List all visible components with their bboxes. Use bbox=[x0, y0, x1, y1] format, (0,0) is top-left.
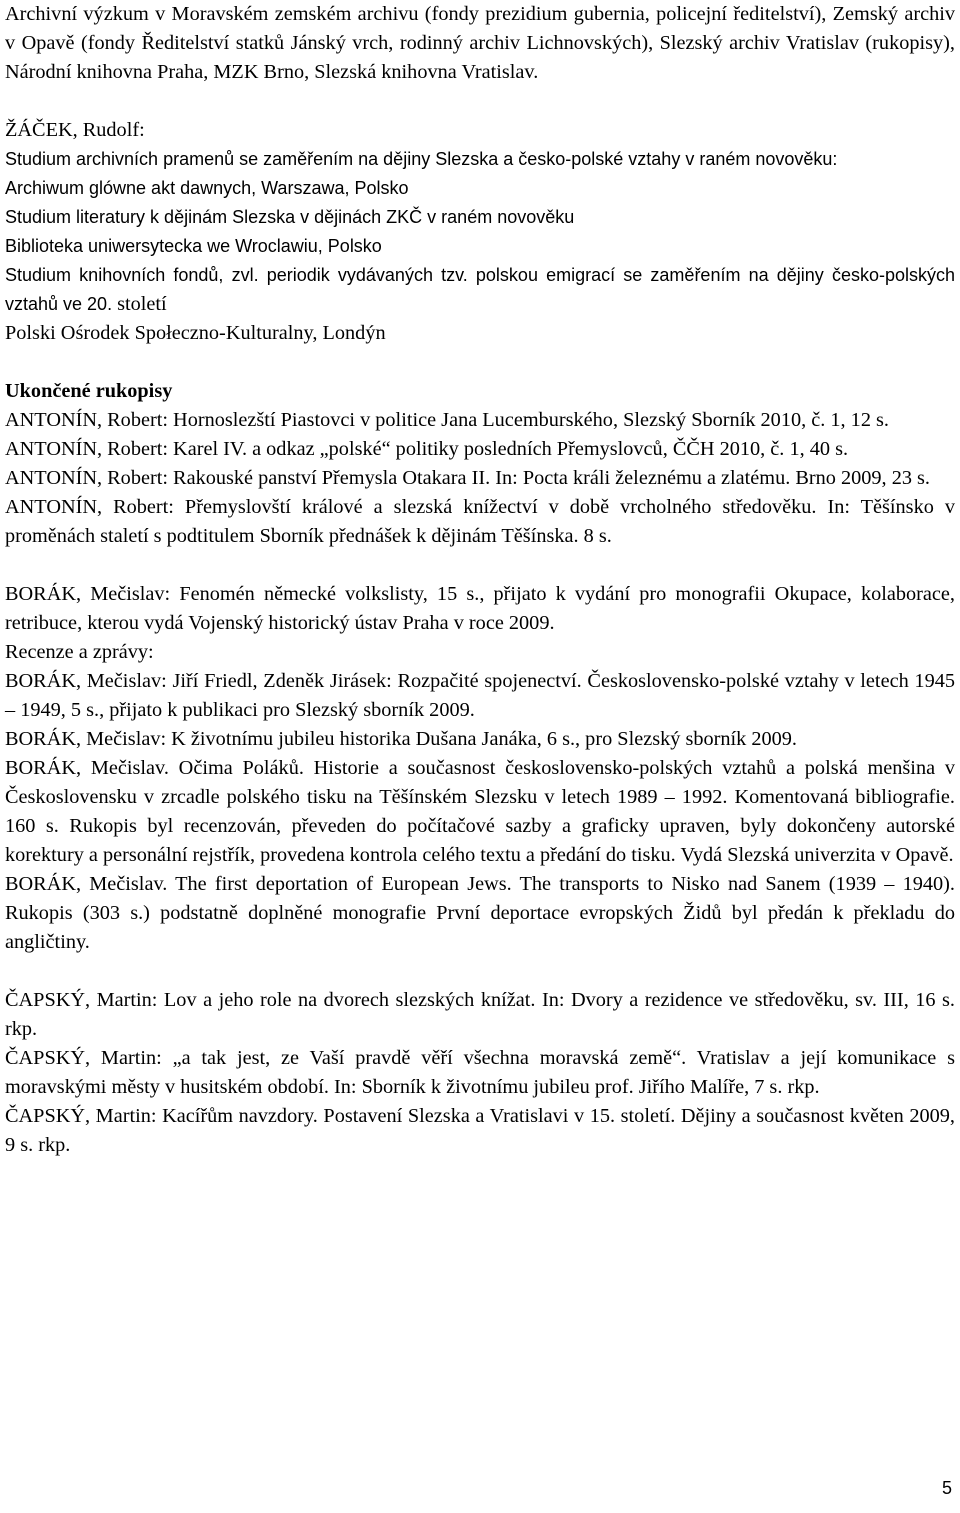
bibliography-entry: ANTONÍN, Robert: Karel IV. a odkaz „polské“ politiky posledních Přemyslovců, ČČH 2010, č. 1, 40 s. bbox=[5, 438, 849, 460]
zacek-line: Archiwum glówne akt dawnych, Warszawa, Polsko bbox=[5, 178, 409, 198]
zacek-line: Polski Ośrodek Społeczno-Kulturalny, Londýn bbox=[5, 322, 386, 344]
bibliography-entry: ANTONÍN, Robert: Hornoslezští Piastovci v politice Jana Lucemburského, Slezský Sborník 2010, č. 1, 12 s. bbox=[5, 409, 889, 431]
bibliography-entry: BORÁK, Mečislav: Fenomén německé volkslisty, 15 s., přijato k vydání pro monografii Okupace, kolaborace, retribuce, kterou vydá Vojenský historický ústav Praha v roce 2009. bbox=[5, 583, 955, 634]
bibliography-entry: ANTONÍN, Robert: Přemyslovští králové a slezská knížectví v době vrcholného středověku. In: Těšínsko v proměnách staletí s podtitulem Sborník přednášek k dějinám Těšínska. 8 s. bbox=[5, 496, 955, 547]
document-page bbox=[5, 0, 955, 1160]
zacek-line bbox=[5, 261, 955, 319]
zacek-line: Studium archivních pramenů se zaměřením na dějiny Slezska a česko-polské vztahy v raném novověku: bbox=[5, 149, 838, 169]
bibliography-entry: ČAPSKÝ, Martin: Lov a jeho role na dvorech slezských knížat. In: Dvory a rezidence ve středověku, sv. III, 16 s. rkp. bbox=[5, 989, 955, 1040]
bibliography-entry: BORÁK, Mečislav. The first deportation of European Jews. The transports to Nisko nad Sanem (1939 – 1940). Rukopis (303 s.) podstatně doplněné monografie První deportace evropských Židů byl předán k překladu do angličtiny. bbox=[5, 873, 955, 953]
bibliography-entry: BORÁK, Mečislav: Jiří Friedl, Zdeněk Jirásek: Rozpačité spojenectví. Československo-polské vztahy v letech 1945 – 1949, 5 s., přijato k publikaci pro Slezský sborník 2009. bbox=[5, 670, 955, 721]
zacek-line-text: Studium knihovních fondů, zvl. periodik vydávaných tzv. polskou emigrací se zaměřením na dějiny česko-polských vztahů ve 20. bbox=[5, 265, 955, 314]
section-heading: Ukončené rukopisy bbox=[5, 380, 173, 402]
intro-paragraph: Archivní výzkum v Moravském zemském archivu (fondy prezidium gubernia, policejní ředitelství), Zemský archiv v Opavě (fondy Ředitelství statků Jánský vrch, rodinný archiv Lichnovských), Slezský archiv Vratislav (rukopisy), Národní knihovna Praha, MZK Brno, Slezská knihovna Vratislav. bbox=[5, 3, 955, 83]
zacek-name: ŽÁČEK, Rudolf: bbox=[5, 119, 145, 141]
bibliography-entry: ČAPSKÝ, Martin: Kacířům navzdory. Postavení Slezska a Vratislavi v 15. století. Dějiny a současnost květen 2009, 9 s. rkp. bbox=[5, 1105, 955, 1156]
bibliography-entry: ANTONÍN, Robert: Rakouské panství Přemysla Otakara II. In: Pocta králi železnému a zlatému. Brno 2009, 23 s. bbox=[5, 467, 931, 489]
zacek-line-tail: století bbox=[117, 293, 167, 315]
bibliography-entry: BORÁK, Mečislav: K životnímu jubileu historika Dušana Janáka, 6 s., pro Slezský sborník 2009. bbox=[5, 728, 797, 750]
zacek-line: Biblioteka uniwersytecka we Wroclawiu, Polsko bbox=[5, 236, 382, 256]
bibliography-entry: ČAPSKÝ, Martin: „a tak jest, ze Vaší pravdě věří všechna moravská země“. Vratislav a její komunikace s moravskými městy v husitském období. In: Sborník k životnímu jubileu prof. Jiřího Malíře, 7 s. rkp. bbox=[5, 1047, 955, 1098]
subheading: Recenze a zprávy: bbox=[5, 641, 154, 663]
zacek-line: Studium literatury k dějinám Slezska v dějinách ZKČ v raném novověku bbox=[5, 207, 575, 227]
bibliography-entry: BORÁK, Mečislav. Očima Poláků. Historie a současnost československo-polských vztahů a polská menšina v Československu v zrcadle polského tisku na Těšínském Slezsku v letech 1989 – 1992. Komentovaná bibliografie. 160 s. Rukopis byl recenzován, převeden do počítačové sazby a graficky upraven, byly dokončeny autorské korektury a personální rejstřík, provedena kontrola celého textu a předání do tisku. Vydá Slezská univerzita v Opavě. bbox=[5, 757, 955, 866]
page-number: 5 bbox=[941, 1478, 952, 1498]
zacek-section bbox=[5, 145, 955, 319]
